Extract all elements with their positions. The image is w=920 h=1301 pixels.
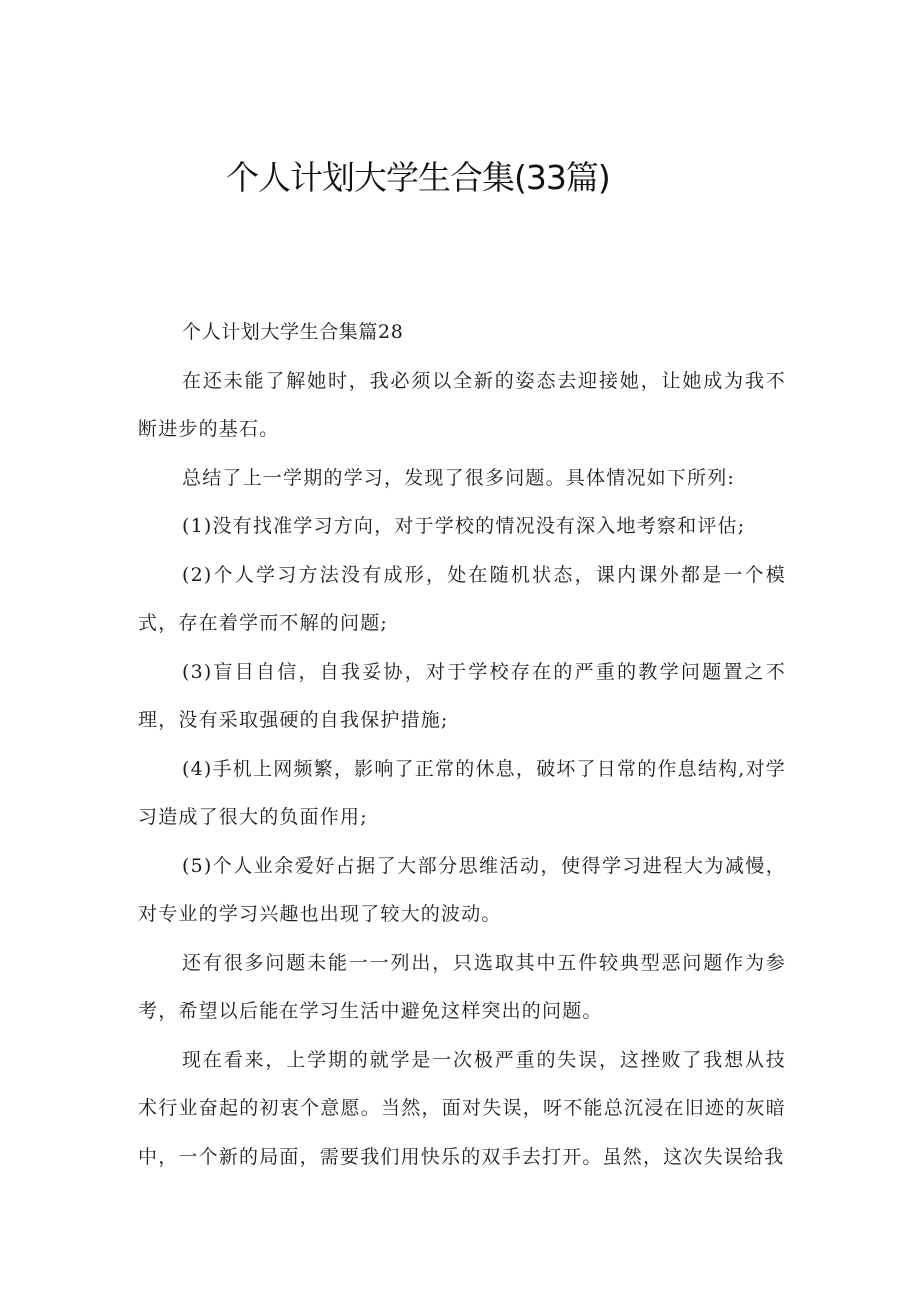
document-title: 个人计划大学生合集(33篇) <box>226 158 610 197</box>
section-heading: 个人计划大学生合集篇28 <box>182 321 404 343</box>
paragraph-issue-5: (5)个人业余爱好占据了大部分思维活动，使得学习进程大为减慢，对专业的学习兴趣也出现了较大的波动。 <box>138 854 786 925</box>
paragraph-summary: 总结了上一学期的学习，发现了很多问题。具体情况如下所列: <box>182 466 736 489</box>
paragraph-intro: 在还未能了解她时，我必须以全新的姿态去迎接她，让她成为我不断进步的基石。 <box>138 369 786 440</box>
paragraph-reflection: 现在看来，上学期的就学是一次极严重的失误，这挫败了我想从技术行业奋起的初衷个意愿。当然，面对失误，呀不能总沉浸在旧迹的灰暗中，一个新的局面，需要我们用快乐的双手去打开。虽然，这次失误给我 <box>138 1048 786 1168</box>
document-body <box>138 308 786 1181</box>
paragraph-issue-4: (4)手机上网频繁，影响了正常的休息，破坏了日常的作息结构,对学习造成了很大的负面作用; <box>138 757 786 828</box>
paragraph-more-issues: 还有很多问题未能一一列出，只选取其中五件较典型恶问题作为参考，希望以后能在学习生活中避免这样突出的问题。 <box>138 951 786 1022</box>
paragraph-issue-2: (2)个人学习方法没有成形，处在随机状态，课内课外都是一个模式，存在着学而不解的问题; <box>138 563 786 634</box>
paragraph-issue-3: (3)盲目自信，自我妥协，对于学校存在的严重的教学问题置之不理，没有采取强硬的自我保护措施; <box>138 660 786 731</box>
paragraph-issue-1: (1)没有找准学习方向，对于学校的情况没有深入地考察和评估; <box>182 515 746 537</box>
